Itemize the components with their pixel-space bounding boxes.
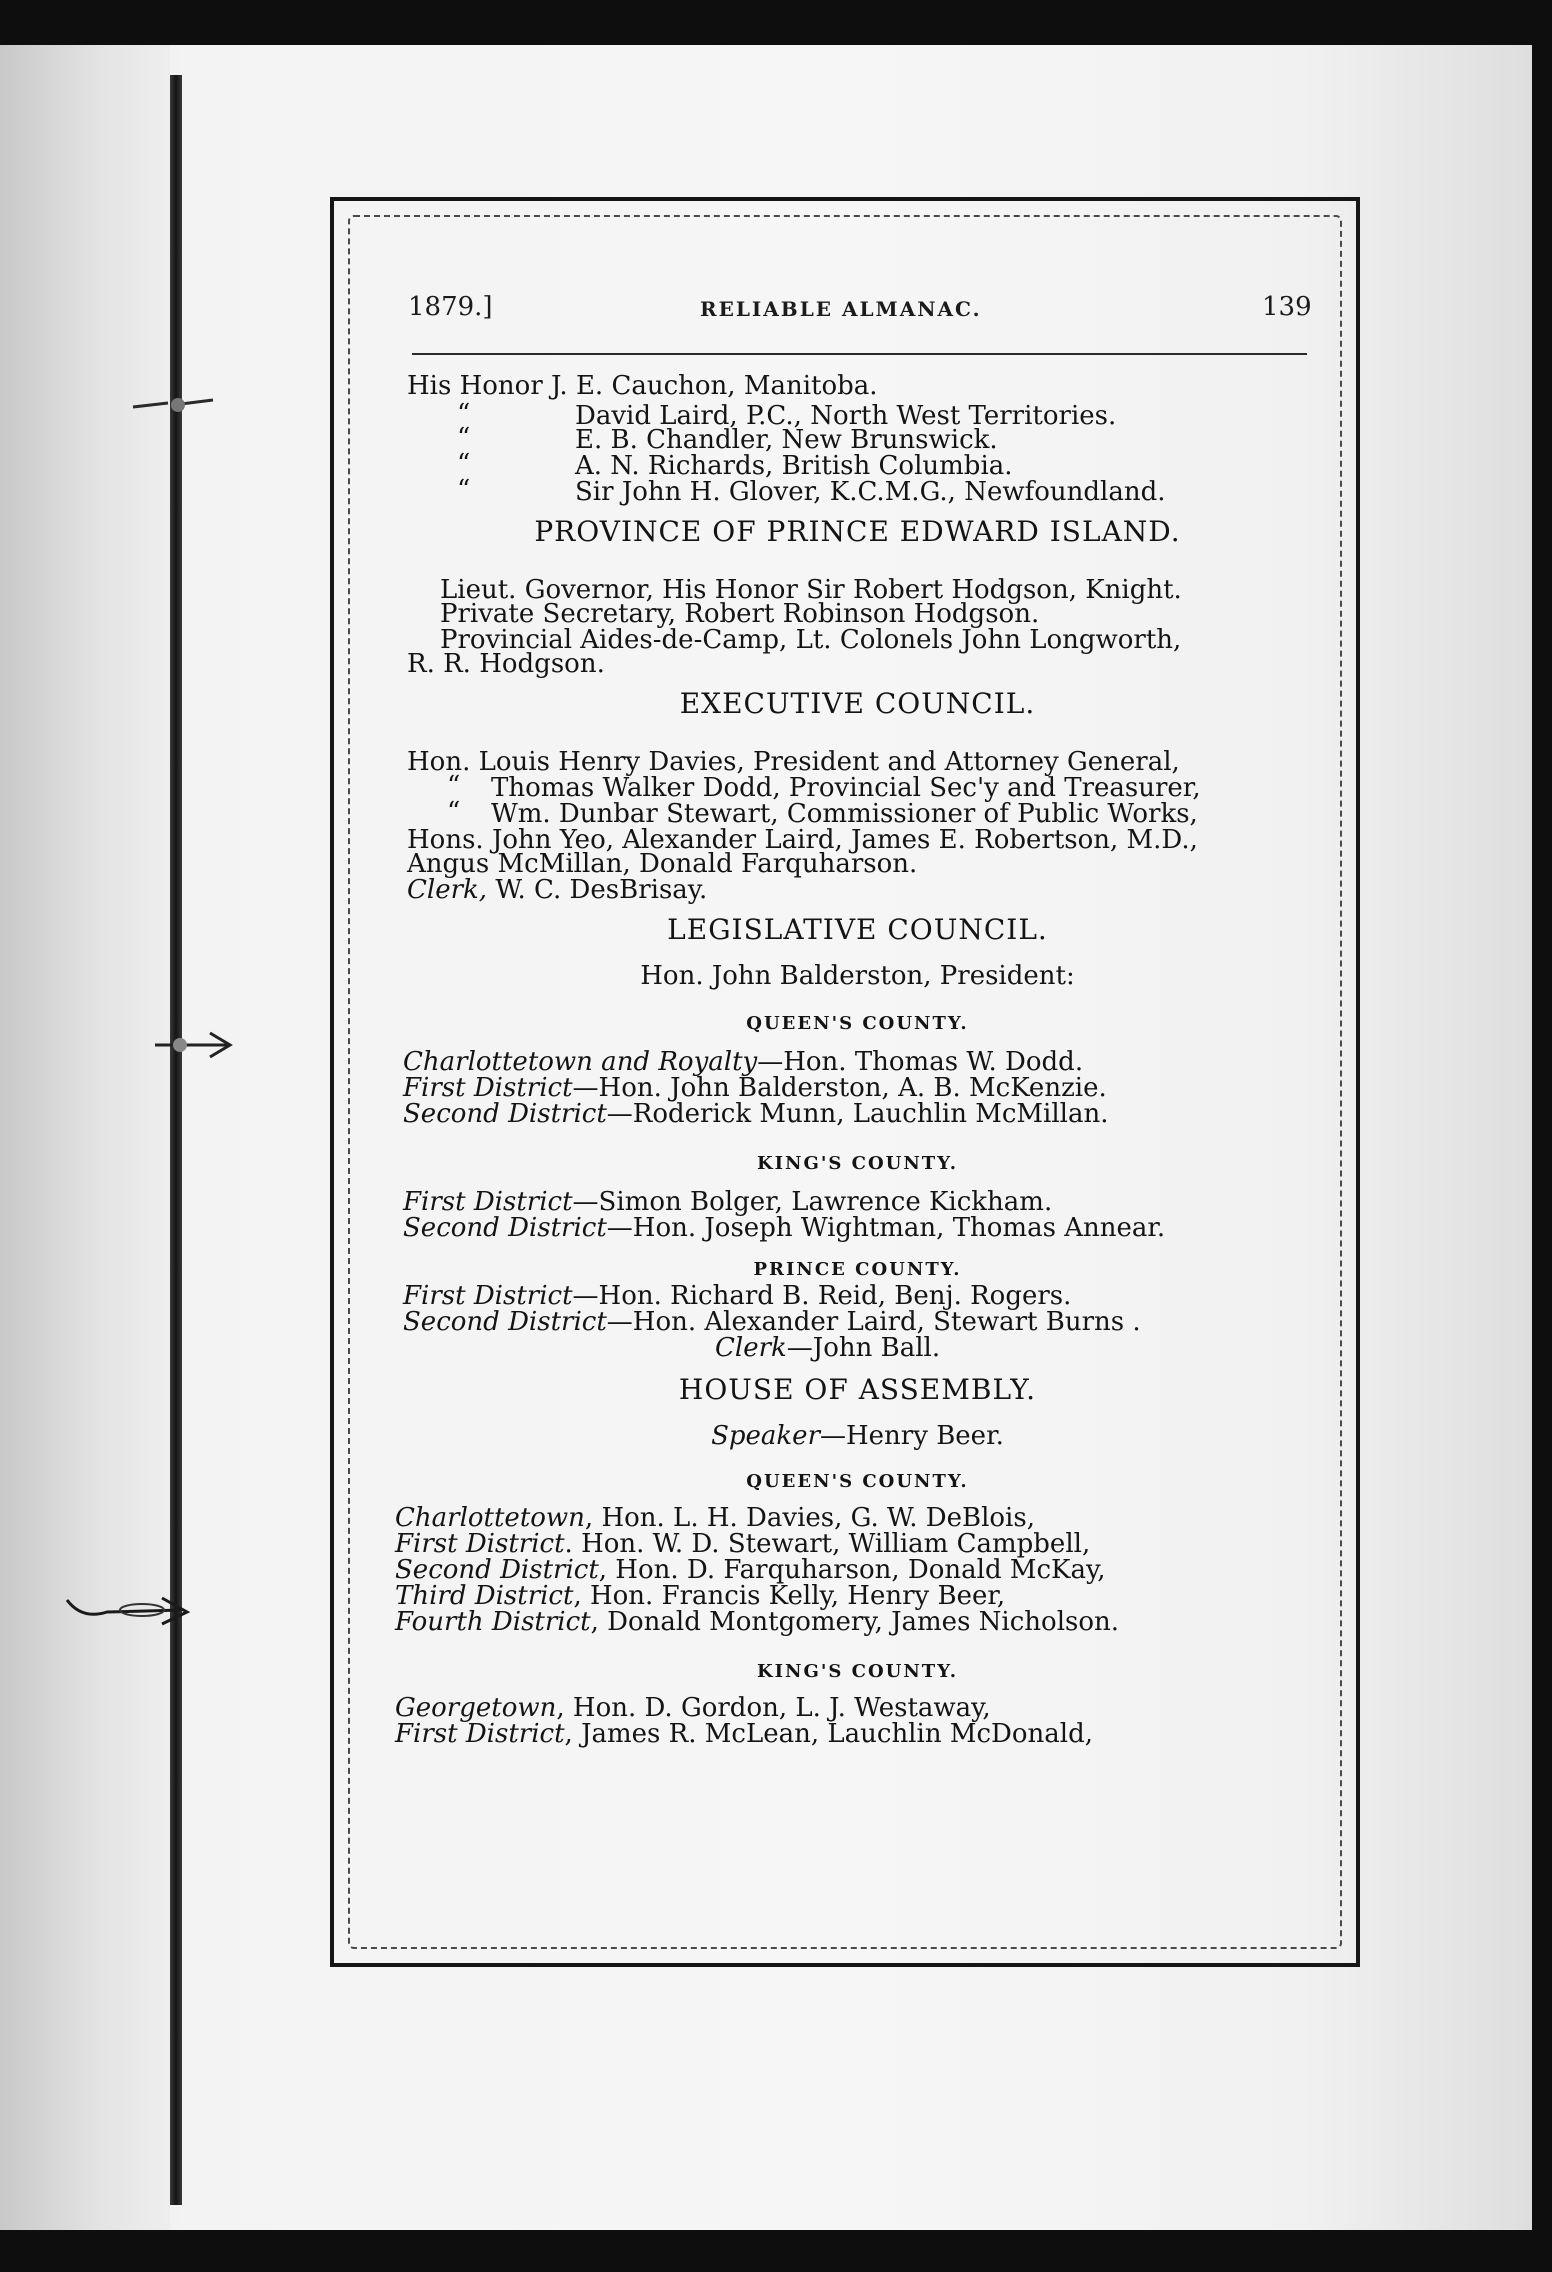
district-line	[395, 1607, 1120, 1637]
district-members: —Roderick Munn, Lauchlin McMillan.	[606, 1099, 1109, 1129]
clerk-label: Clerk,	[407, 875, 488, 905]
district-label: First District	[403, 1073, 573, 1103]
ditto-mark: “	[457, 399, 471, 429]
lieut-governor-line: A. N. Richards, British Columbia.	[575, 451, 1013, 481]
district-label: Second District	[403, 1307, 607, 1337]
lieut-governor-line: Sir John H. Glover, K.C.M.G., Newfoundland.	[575, 477, 1166, 507]
district-label: First District	[403, 1187, 573, 1217]
speaker-label: Speaker	[711, 1421, 820, 1451]
pei-line: Private Secretary, Robert Robinson Hodgson.	[440, 599, 1040, 629]
pei-line: Provincial Aides-de-Camp, Lt. Colonels John Longworth,	[440, 625, 1182, 655]
district-line	[395, 1719, 1093, 1749]
section-heading: PROVINCE OF PRINCE EDWARD ISLAND.	[534, 515, 1181, 548]
district-label: Second District	[403, 1213, 607, 1243]
district-line	[395, 1555, 1106, 1585]
district-label: Georgetown	[395, 1693, 557, 1723]
district-label: Charlottetown	[395, 1503, 585, 1533]
district-members: —Hon. John Balderston, A. B. McKenzie.	[572, 1073, 1107, 1103]
ditto-mark: “	[447, 797, 461, 827]
county-heading: KING'S COUNTY.	[756, 1153, 958, 1174]
district-line	[403, 1047, 1084, 1077]
district-line	[403, 1213, 1166, 1243]
executive-line: Thomas Walker Dodd, Provincial Sec'y and Treasurer,	[491, 773, 1201, 803]
running-header-year: 1879.]	[408, 292, 493, 322]
district-members: . Hon. W. D. Stewart, William Campbell,	[564, 1529, 1091, 1559]
district-label: Charlottetown and Royalty	[403, 1047, 758, 1077]
section-heading: EXECUTIVE COUNCIL.	[679, 687, 1036, 720]
clerk-name: —John Ball.	[786, 1333, 941, 1363]
district-members: —Hon. Richard B. Reid, Benj. Rogers.	[572, 1281, 1072, 1311]
district-members: —Simon Bolger, Lawrence Kickham.	[572, 1187, 1053, 1217]
district-line	[403, 1099, 1109, 1129]
executive-line: Angus McMillan, Donald Farquharson.	[407, 849, 918, 879]
ditto-mark: “	[457, 449, 471, 479]
district-line	[403, 1073, 1107, 1103]
district-label: Fourth District	[395, 1607, 591, 1637]
district-line	[403, 1307, 1141, 1337]
section-heading: LEGISLATIVE COUNCIL.	[667, 913, 1048, 946]
district-members: , Hon. L. H. Davies, G. W. DeBlois,	[584, 1503, 1035, 1533]
district-label: Third District	[395, 1581, 574, 1611]
facing-page-edge	[0, 45, 170, 2230]
district-line	[395, 1529, 1091, 1559]
ditto-mark: “	[457, 475, 471, 505]
district-members: , Hon. Francis Kelly, Henry Beer,	[573, 1581, 1006, 1611]
district-line	[395, 1693, 991, 1723]
county-heading: QUEEN'S COUNTY.	[746, 1013, 969, 1034]
clerk-name: W. C. DesBrisay.	[495, 875, 708, 905]
district-members: , James R. McLean, Lauchlin McDonald,	[564, 1719, 1093, 1749]
executive-line: Hons. John Yeo, Alexander Laird, James E. Robertson, M.D.,	[407, 825, 1198, 855]
speaker-name: —Henry Beer.	[820, 1421, 1004, 1451]
district-line	[395, 1503, 1035, 1533]
header-rule	[412, 353, 1307, 355]
district-label: Second District	[395, 1555, 599, 1585]
pei-line: R. R. Hodgson.	[407, 649, 605, 679]
district-members: , Hon. D. Gordon, L. J. Westaway,	[556, 1693, 991, 1723]
section-heading: HOUSE OF ASSEMBLY.	[678, 1373, 1037, 1406]
lieut-governor-line: His Honor J. E. Cauchon, Manitoba.	[407, 371, 878, 401]
district-label: First District	[395, 1529, 565, 1559]
district-line	[395, 1581, 1006, 1611]
running-header-title: RELIABLE ALMANAC.	[700, 297, 982, 321]
clerk-line	[407, 875, 708, 905]
county-heading: KING'S COUNTY.	[756, 1661, 958, 1682]
clerk-label: Clerk	[715, 1333, 787, 1363]
binding-stitch	[128, 385, 218, 425]
executive-line: Hon. Louis Henry Davies, President and Attorney General,	[407, 747, 1180, 777]
council-president: Hon. John Balderston, President:	[640, 961, 1075, 991]
district-members: , Hon. D. Farquharson, Donald McKay,	[598, 1555, 1106, 1585]
district-label: First District	[403, 1281, 573, 1311]
ditto-mark: “	[457, 423, 471, 453]
pei-line: Lieut. Governor, His Honor Sir Robert Hodgson, Knight.	[440, 575, 1182, 605]
district-members: —Hon. Alexander Laird, Stewart Burns .	[606, 1307, 1141, 1337]
clerk-line	[715, 1333, 941, 1363]
district-members: , Donald Montgomery, James Nicholson.	[590, 1607, 1120, 1637]
speaker-line	[395, 1421, 1320, 1451]
district-line	[403, 1281, 1072, 1311]
county-heading: QUEEN'S COUNTY.	[746, 1471, 969, 1492]
lieut-governor-line: E. B. Chandler, New Brunswick.	[575, 425, 998, 455]
district-label: First District	[395, 1719, 565, 1749]
district-members: —Hon. Thomas W. Dodd.	[757, 1047, 1084, 1077]
county-heading: PRINCE COUNTY.	[753, 1259, 962, 1280]
binding-stitch	[150, 1025, 240, 1065]
district-label: Second District	[403, 1099, 607, 1129]
district-members: —Hon. Joseph Wightman, Thomas Annear.	[606, 1213, 1166, 1243]
ditto-mark: “	[447, 771, 461, 801]
lieut-governor-line: David Laird, P.C., North West Territories.	[575, 401, 1117, 431]
page-number: 139	[1262, 292, 1312, 322]
executive-line: Wm. Dunbar Stewart, Commissioner of Public Works,	[491, 799, 1198, 829]
district-line	[403, 1187, 1053, 1217]
binding-stitch	[62, 1590, 202, 1630]
